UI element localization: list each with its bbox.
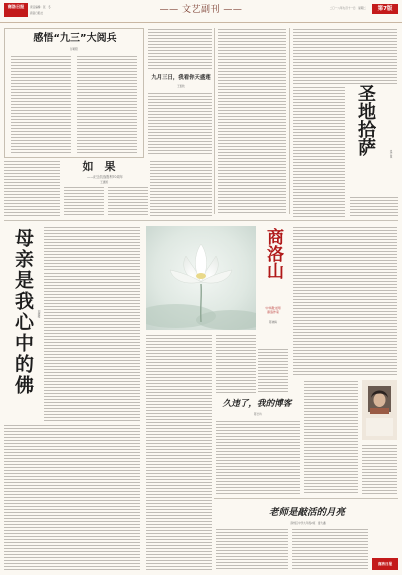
article-shangluo-text-b	[216, 334, 256, 394]
article-ruguo-text-a	[64, 186, 104, 216]
article-shengdi-text-top	[293, 28, 397, 84]
article-teacher-title: 老师是敲活的月亮	[268, 507, 345, 518]
article-ruguo-side-text	[4, 160, 60, 218]
article-shangluo-byline: 陈晓梅	[269, 321, 277, 324]
article-mother-text-lower	[4, 424, 140, 570]
issue-date: 二〇一八年九月十一日 星期二	[329, 7, 366, 10]
column-divider	[214, 28, 215, 214]
article-ruguo-byline: 王建国	[100, 181, 108, 184]
article-teacher-text-a	[216, 528, 288, 570]
article-sept3-text	[148, 92, 212, 156]
article-parade-text-left	[11, 55, 71, 153]
article-blog-title: 久违了，我的博客	[222, 399, 292, 409]
article-shengdi-text-mid	[350, 196, 398, 218]
article-continued-text-1	[218, 28, 286, 214]
article-sept3-title: 九月三日，我看你天盛莲	[151, 75, 211, 81]
newspaper-logo: 商洛日报	[4, 3, 28, 17]
section-title: —— 文艺副刊 ——	[159, 5, 243, 15]
footer-newspaper-logo: 商洛日报	[372, 558, 398, 570]
article-parade-text-right	[77, 55, 137, 153]
article-parade-title: 感悟“九三”大阅兵	[33, 33, 117, 44]
article-shangluo-text-a	[146, 334, 212, 570]
section-divider	[4, 220, 398, 221]
edition-badge: 第7版	[372, 4, 398, 14]
article-parade-byline: 彭朝阳	[70, 48, 78, 51]
section-divider	[214, 498, 398, 499]
article-sept3-byline: 王伯钦	[177, 85, 185, 88]
article-blog-text	[216, 420, 300, 494]
article-blog-side-text	[304, 380, 358, 494]
article-ruguo-title: 如 果	[82, 160, 116, 173]
article-teacher-byline: 商州区中学九年级2班 雷久鑫	[290, 522, 326, 525]
article-shengdi-title: 圣地拾萨	[355, 84, 376, 156]
article-parade-box	[4, 28, 144, 158]
article-shengdi-byline: 张云良	[389, 150, 392, 158]
column-divider	[289, 28, 290, 214]
lotus-illustration	[146, 226, 256, 330]
article-shangluo-caption: 中华散文网 商洛作家	[265, 306, 281, 314]
portrait-illustration	[362, 380, 397, 440]
article-shengdi-text-left	[293, 86, 345, 218]
article-ruguo-text-b	[108, 186, 148, 216]
article-shangluo-header	[258, 226, 288, 346]
poem-text-top	[148, 28, 212, 70]
article-shengdi-text-right	[293, 226, 397, 376]
article-ruguo-text-c	[150, 160, 212, 216]
article-teacher-text-b	[292, 528, 368, 570]
article-blog-byline: 陈长吟	[254, 413, 262, 416]
article-mother-title: 母亲是我心中的佛	[12, 228, 34, 396]
article-mother-intro-text	[44, 226, 140, 270]
author-portrait-photo	[362, 380, 397, 440]
article-mother-byline: 刘晓峰	[37, 310, 40, 318]
article-shangluo-text-c	[258, 348, 288, 394]
article-shangluo-title: 商洛山	[263, 228, 283, 279]
masthead	[0, 0, 402, 23]
lotus-photo	[146, 226, 256, 330]
article-right-lower-text	[362, 444, 397, 494]
article-mother-text	[44, 272, 140, 422]
article-ruguo-subtitle: ——纪念抗战胜利70周年	[87, 175, 123, 179]
logo-subtitle: 商洛日报社	[30, 12, 43, 15]
editor-credit: 责任编辑：张 冬	[30, 6, 51, 9]
